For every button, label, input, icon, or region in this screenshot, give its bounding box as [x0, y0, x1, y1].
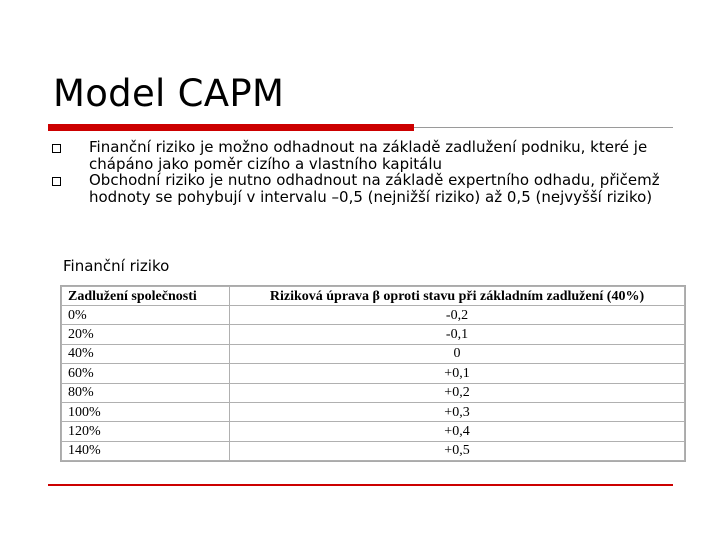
bullet-item — [52, 172, 682, 205]
hollow-square-bullet-icon — [52, 144, 61, 153]
slide-title: Model CAPM — [53, 72, 285, 115]
table-subheading: Finanční riziko — [63, 257, 170, 275]
debt-cell: 120% — [62, 422, 230, 441]
column-header-beta-adjustment: Riziková úprava β oproti stavu při základním zadlužení (40%) — [230, 287, 685, 306]
debt-cell: 20% — [62, 325, 230, 344]
beta-adjustment-cell: +0,3 — [230, 402, 685, 421]
bullet-item — [52, 139, 682, 172]
table-row — [62, 383, 685, 402]
footer-accent-line — [48, 484, 673, 486]
hollow-square-bullet-icon — [52, 177, 61, 186]
beta-adjustment-cell: +0,4 — [230, 422, 685, 441]
title-accent-bar — [48, 124, 414, 131]
debt-cell: 80% — [62, 383, 230, 402]
beta-adjustment-cell: -0,1 — [230, 325, 685, 344]
table-header-row — [62, 287, 685, 306]
beta-adjustment-cell: -0,2 — [230, 306, 685, 325]
title-divider-line — [414, 127, 673, 128]
beta-adjustment-cell: +0,1 — [230, 364, 685, 383]
beta-adjustment-cell: +0,5 — [230, 441, 685, 460]
debt-cell: 40% — [62, 344, 230, 363]
column-header-debt: Zadlužení společnosti — [62, 287, 230, 306]
table-row — [62, 325, 685, 344]
table-row — [62, 402, 685, 421]
table-row — [62, 306, 685, 325]
debt-cell: 60% — [62, 364, 230, 383]
debt-cell: 100% — [62, 402, 230, 421]
bullet-list — [52, 139, 682, 205]
risk-adjustment-table — [61, 286, 685, 461]
beta-adjustment-cell: +0,2 — [230, 383, 685, 402]
bullet-text: Finanční riziko je možno odhadnout na základě zadlužení podniku, které je chápáno jako poměr cizího a vlastního kapitálu — [89, 138, 648, 173]
table-row — [62, 364, 685, 383]
table-row — [62, 422, 685, 441]
debt-cell: 140% — [62, 441, 230, 460]
bullet-text: Obchodní riziko je nutno odhadnout na základě expertního odhadu, přičemž hodnoty se pohybují v intervalu –0,5 (nejnižší riziko) až 0,5 (nejvyšší riziko) — [89, 171, 660, 206]
table-row — [62, 441, 685, 460]
debt-cell: 0% — [62, 306, 230, 325]
risk-table-container — [60, 285, 686, 462]
beta-adjustment-cell: 0 — [230, 344, 685, 363]
table-row — [62, 344, 685, 363]
